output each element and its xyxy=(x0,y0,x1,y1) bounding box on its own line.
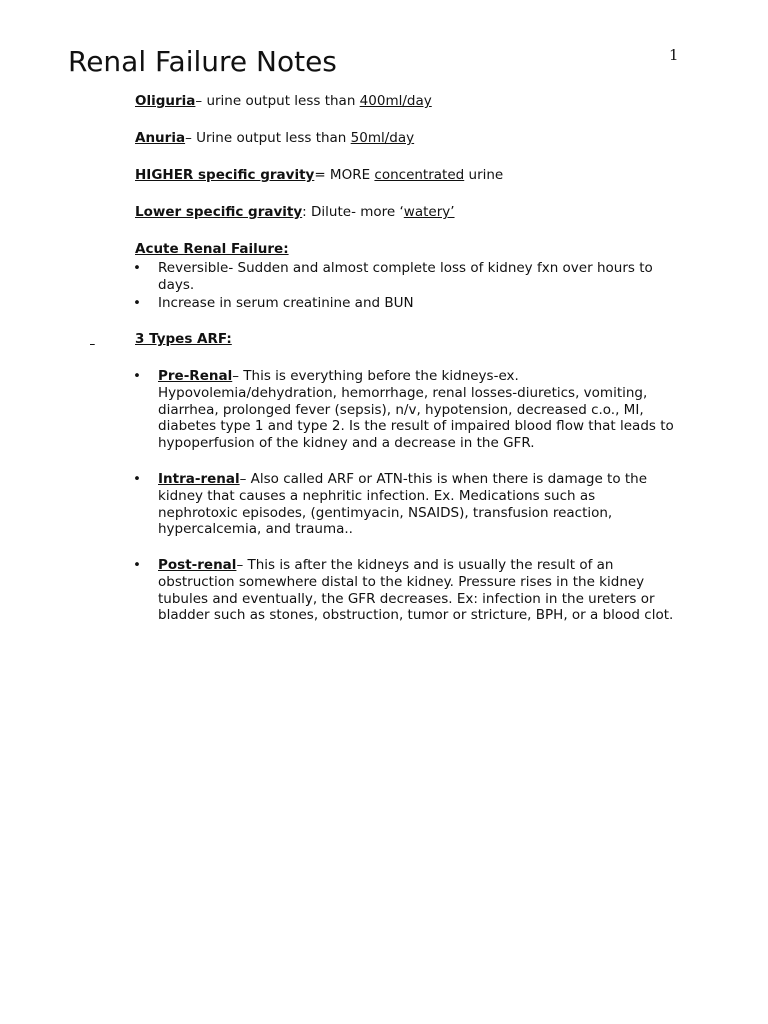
definition-value: concentrated xyxy=(374,167,465,183)
definition-text: = MORE xyxy=(314,167,375,183)
definition-value: watery’ xyxy=(403,204,455,220)
bullet-icon: • xyxy=(133,368,141,384)
definition-text: – Urine output less than xyxy=(185,130,351,146)
page-number: 1 xyxy=(669,46,679,64)
bullet-icon: • xyxy=(133,295,141,311)
list-item: Reversible- Sudden and almost complete loss of kidney fxn over hours to days. xyxy=(158,260,653,293)
heading-underline-tab xyxy=(90,331,135,348)
section-heading-text: 3 Types ARF: xyxy=(135,331,232,347)
type-description: – This is after the kidneys and is usually the result of an obstruction somewhere distal to the kidney. Pressure rises in the kidney tubules and eventually, the GFR decreases. Ex: infection in the ureters or bladder such as stones, obstruction, tumor or stricture, BPH, or a blood clot. xyxy=(158,557,674,624)
definition-text: : Dilute- more ‘ xyxy=(302,204,404,220)
definition-text: – urine output less than xyxy=(195,93,360,109)
type-term: Post-renal xyxy=(158,557,237,573)
definition-term: Lower specific gravity xyxy=(135,204,303,220)
list-item-pre-renal xyxy=(158,368,678,452)
type-description: – Also called ARF or ATN-this is when there is damage to the kidney that causes a nephritic infection. Ex. Medications such as nephrotoxic episodes, (gentimyacin, NSAIDS), transfusion reaction, hypercalcemia, and trauma.. xyxy=(158,471,648,538)
definition-term: Anuria xyxy=(135,130,186,146)
definition-anuria xyxy=(135,130,414,147)
definition-higher-specific-gravity xyxy=(135,167,503,184)
section-heading-3-types-arf xyxy=(90,331,232,348)
bullet-icon: • xyxy=(133,471,141,487)
definition-value: 400ml/day xyxy=(359,93,432,109)
definition-lower-specific-gravity xyxy=(135,204,455,221)
bullet-icon: • xyxy=(133,557,141,573)
definition-text: urine xyxy=(464,167,504,183)
type-term: Intra-renal xyxy=(158,471,240,487)
bullet-icon: • xyxy=(133,260,141,276)
section-heading-acute-renal-failure: Acute Renal Failure: xyxy=(135,241,289,257)
definition-value: 50ml/day xyxy=(350,130,415,146)
definition-term: Oliguria xyxy=(135,93,196,109)
list-item-post-renal xyxy=(158,557,678,624)
type-term: Pre-Renal xyxy=(158,368,233,384)
list-item: Increase in serum creatinine and BUN xyxy=(158,295,414,311)
definition-oliguria xyxy=(135,93,432,110)
list-item-intra-renal xyxy=(158,471,678,538)
page-title: Renal Failure Notes xyxy=(68,45,337,78)
type-description: – This is everything before the kidneys-ex. Hypovolemia/dehydration, hemorrhage, renal losses-diuretics, vomiting, diarrhea, prolonged fever (sepsis), n/v, hypotension, decreased c.o., MI, diabetes type 1 and type 2. Is the result of impaired blood flow that leads to hypoperfusion of the kidney and a decrease in the GFR. xyxy=(158,368,674,452)
definition-term: HIGHER specific gravity xyxy=(135,167,315,183)
